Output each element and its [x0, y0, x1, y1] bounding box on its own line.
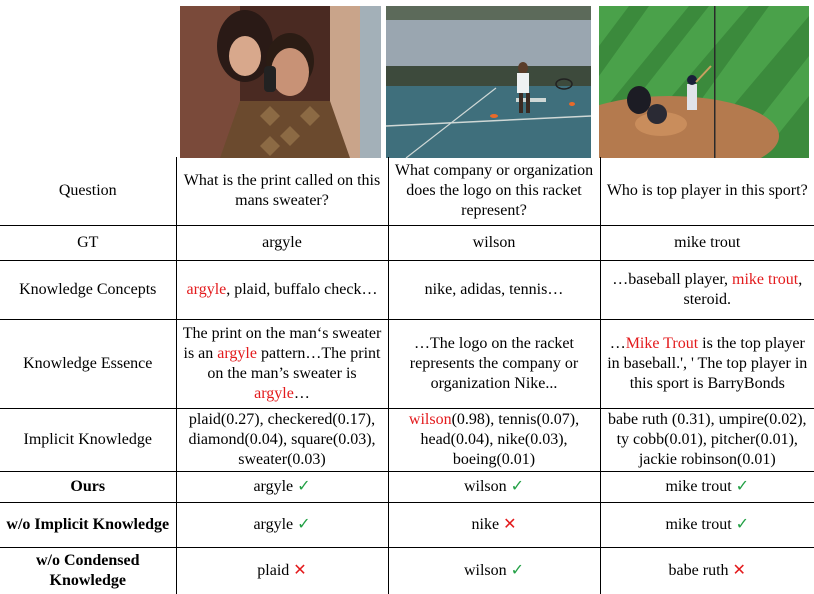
question-cell: Who is top player in this sport? [600, 157, 814, 226]
implicit-knowledge-cell: plaid(0.27), checkered(0.17), diamond(0.04), square(0.03), sweater(0.03) [176, 409, 388, 472]
answer-text: plaid [257, 562, 289, 579]
check-icon: ✓ [511, 478, 524, 495]
answer-text: argyle [253, 516, 293, 533]
cell-text: is the top player in baseball.', ' The top player in this sport is BarryBonds [607, 335, 807, 392]
question-cell: What is the print called on this mans sweater? [176, 157, 388, 226]
row-label: w/o Condensed Knowledge [0, 548, 176, 594]
row-label: Knowledge Essence [0, 320, 176, 409]
answer-text: wilson [464, 478, 507, 495]
photo-child-tennis-icon [386, 6, 591, 158]
knowledge-concepts-cell [600, 261, 814, 320]
row-label: Question [0, 157, 176, 226]
row-label: Ours [0, 472, 176, 503]
check-icon: ✓ [736, 478, 749, 495]
row-label: Knowledge Concepts [0, 261, 176, 320]
cross-icon: ✕ [503, 516, 516, 533]
row-label: GT [0, 226, 176, 261]
row-label: w/o Implicit Knowledge [0, 503, 176, 548]
answer-text: wilson [464, 562, 507, 579]
cell-text: … [294, 385, 310, 402]
answer-cell [600, 548, 814, 594]
table-row-knowledge-essence [0, 320, 814, 409]
answer-text: mike trout [665, 516, 731, 533]
cell-text: pattern…The print on the man’s sweater is [207, 345, 380, 382]
row-label: Implicit Knowledge [0, 409, 176, 472]
highlight-text: argyle [254, 385, 294, 402]
highlight-text: argyle [187, 281, 227, 298]
table-row-question [0, 157, 814, 226]
table-row-wo-condensed [0, 548, 814, 594]
answer-cell [176, 548, 388, 594]
cross-icon: ✕ [293, 562, 306, 579]
answer-cell [388, 503, 600, 548]
answer-text: mike trout [665, 478, 731, 495]
table-row-implicit-knowledge [0, 409, 814, 472]
answer-cell [600, 503, 814, 548]
answer-text: babe ruth [669, 562, 729, 579]
results-table [0, 157, 814, 594]
knowledge-essence-cell [600, 320, 814, 409]
table-row-gt [0, 226, 814, 261]
knowledge-essence-cell [176, 320, 388, 409]
check-icon: ✓ [736, 516, 749, 533]
implicit-knowledge-cell [388, 409, 600, 472]
photo-tennis-court [386, 6, 591, 158]
answer-cell [600, 472, 814, 503]
check-icon: ✓ [511, 562, 524, 579]
photo-man-on-phone-icon [180, 6, 381, 158]
answer-text: argyle [253, 478, 293, 495]
highlight-text: Mike Trout [626, 335, 698, 352]
knowledge-concepts-cell [176, 261, 388, 320]
highlight-text: mike trout [732, 271, 798, 288]
answer-cell [388, 472, 600, 503]
implicit-knowledge-cell: babe ruth (0.31), umpire(0.02), ty cobb(0.01), pitcher(0.01), jackie robinson(0.01) [600, 409, 814, 472]
photo-baseball-game [599, 6, 809, 158]
cell-text: (0.98), tennis(0.07), head(0.04), nike(0.03), boeing(0.01) [420, 411, 579, 468]
cell-text: , plaid, buffalo check… [226, 281, 377, 298]
answer-cell [388, 548, 600, 594]
cell-text: The print on the man‘s sweater is an [183, 325, 382, 362]
highlight-text: wilson [409, 411, 452, 428]
table-row-ours [0, 472, 814, 503]
knowledge-concepts-cell: nike, adidas, tennis… [388, 261, 600, 320]
question-cell: What company or organization does the logo on this racket represent? [388, 157, 600, 226]
cell-text: … [610, 335, 626, 352]
check-icon: ✓ [297, 516, 310, 533]
answer-cell [176, 472, 388, 503]
cross-icon: ✕ [733, 562, 746, 579]
gt-cell: argyle [176, 226, 388, 261]
highlight-text: argyle [217, 345, 257, 362]
knowledge-essence-cell: …The logo on the racket represents the company or organization Nike... [388, 320, 600, 409]
answer-cell [176, 503, 388, 548]
gt-cell: wilson [388, 226, 600, 261]
cell-text: …baseball player, [612, 271, 732, 288]
cell-text: , steroid. [683, 271, 802, 308]
photo-man-sweater [180, 6, 381, 158]
photo-baseball-icon [599, 6, 809, 158]
table-row-knowledge-concepts [0, 261, 814, 320]
table-row-wo-implicit [0, 503, 814, 548]
check-icon: ✓ [297, 478, 310, 495]
gt-cell: mike trout [600, 226, 814, 261]
answer-text: nike [472, 516, 500, 533]
